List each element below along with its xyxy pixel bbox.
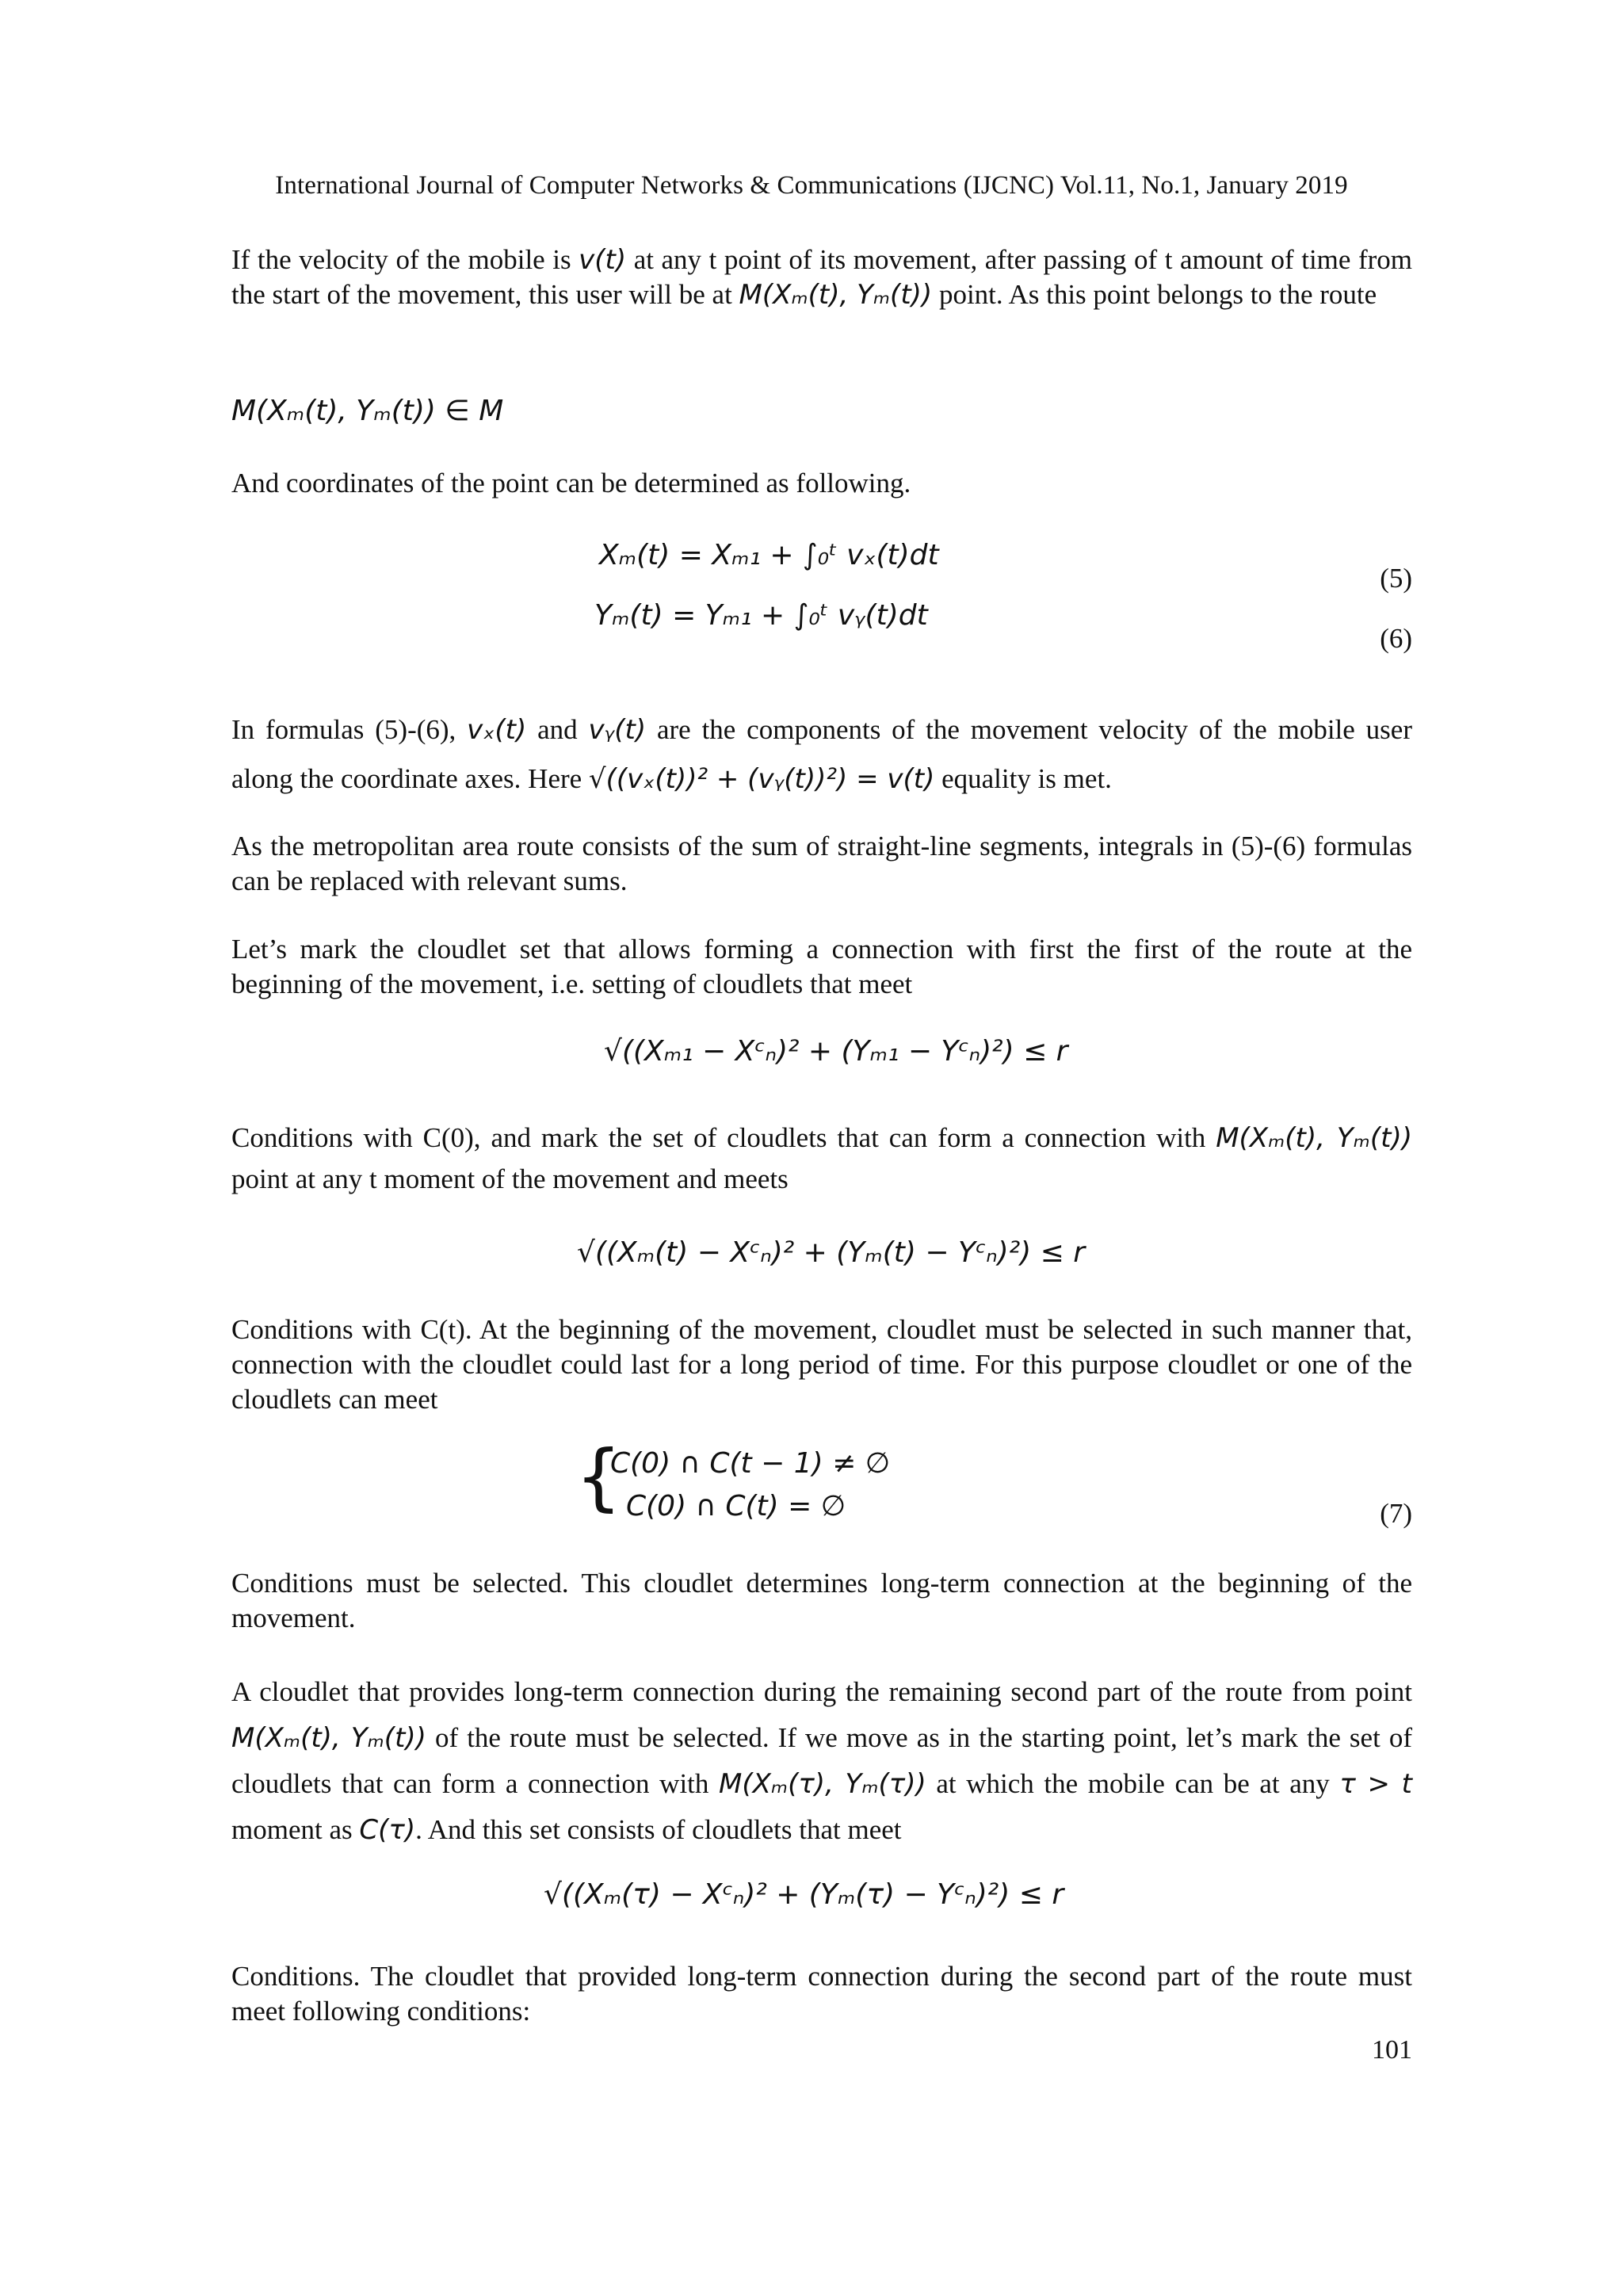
system-brace: {	[575, 1435, 622, 1519]
paragraph-selected: Conditions must be selected. This cloudlet determines long-term connection at the beginning of the movement.	[231, 1568, 1412, 1633]
paragraph-second-part	[231, 1669, 1412, 1853]
running-header: International Journal of Computer Networks & Communications (IJCNC) Vol.11, No.1, January 2019	[275, 171, 1348, 200]
point-m-t-2: M(Xₘ(t), Yₘ(t))	[1216, 1122, 1412, 1154]
p3-text-c: equality is met.	[934, 763, 1112, 794]
velocity-equality: √((vₓ(t))² + (vᵧ(t))²) = v(t)	[588, 763, 935, 795]
p6-text-a: Conditions with C(0), and mark the set of cloudlets that can form a connection with	[231, 1122, 1216, 1153]
p9-text-c: at which the mobile can be at any	[926, 1768, 1340, 1799]
p1-text-a: If the velocity of the mobile is	[231, 244, 571, 275]
paragraph-cloudlet-set: Let’s mark the cloudlet set that allows forming a connection with first the first of the route at the beginning of the movement, i.e. setting of cloudlets that meet	[231, 934, 1412, 999]
paragraph-components	[231, 705, 1412, 804]
p3-text-b: are the components of the movement velocity of the mobile user along the coordinate axes. Here	[231, 714, 1412, 794]
vy-symbol: vᵧ(t)	[588, 714, 647, 746]
tau-greater-t: τ > t	[1339, 1768, 1412, 1800]
paragraph-route-segments: As the metropolitan area route consists of the sum of straight-line segments, integrals in (5)-(6) formulas can be replaced with relevant sums.	[231, 831, 1412, 896]
equation-membership: M(Xₘ(t), Yₘ(t)) ∈ M	[231, 395, 504, 427]
p9-text-e: . And this set consists of cloudlets that meet	[415, 1814, 902, 1845]
equation-7-line-2: C(0) ∩ C(t) = ∅	[626, 1490, 846, 1522]
paragraph-conditions: Conditions. The cloudlet that provided long-term connection during the second part of the route must meet following conditions:	[231, 1961, 1412, 2027]
point-m-t-3: M(Xₘ(t), Yₘ(t))	[231, 1722, 426, 1754]
point-m-t: M(Xₘ(t), Yₘ(t))	[739, 279, 933, 311]
paragraph-velocity	[231, 243, 1412, 312]
p3-and: and	[526, 714, 589, 745]
p3-text-a: In formulas (5)-(6),	[231, 714, 468, 745]
p6-text-b: point at any t moment of the movement and meets	[231, 1163, 789, 1194]
inequality-start: √((Xₘ₁ − Xᶜₙ)² + (Yₘ₁ − Yᶜₙ)²) ≤ r	[604, 1035, 1068, 1068]
point-m-tau: M(Xₘ(τ), Yₘ(τ))	[719, 1768, 926, 1800]
equation-5: Xₘ(t) = Xₘ₁ + ∫₀ᵗ vₓ(t)dt	[599, 539, 939, 571]
p9-text-a: A cloudlet that provides long-term connection during the remaining second part of the route from point	[231, 1676, 1412, 1707]
velocity-symbol: v(t)	[579, 244, 627, 276]
p9-text-d: moment as	[231, 1814, 360, 1845]
c-tau-symbol: C(τ)	[359, 1814, 416, 1846]
equation-6-number: (6)	[1380, 623, 1412, 654]
paragraph-coordinates: And coordinates of the point can be determined as following.	[231, 468, 911, 499]
paragraph-c0	[231, 1117, 1412, 1200]
p1-text-b: at any t point of its movement, after passing of t amount of time from the start of the movement, this user will be at	[231, 244, 1413, 310]
paragraph-ct: Conditions with C(t). At the beginning of the movement, cloudlet must be selected in such manner that, connection with the cloudlet could last for a long period of time. For this purpose cloudlet or one of the cloudlets can meet	[231, 1314, 1412, 1415]
vx-symbol: vₓ(t)	[467, 714, 527, 746]
equation-5-number: (5)	[1380, 563, 1412, 594]
inequality-t: √((Xₘ(t) − Xᶜₙ)² + (Yₘ(t) − Yᶜₙ)²) ≤ r	[577, 1236, 1086, 1269]
p9-text-b: of the route must be selected. If we move as in the starting point, let’s mark the set of cloudlets that can form a connection with	[231, 1722, 1412, 1799]
equation-7-number: (7)	[1380, 1498, 1412, 1529]
equation-6: Yₘ(t) = Yₘ₁ + ∫₀ᵗ vᵧ(t)dt	[594, 599, 928, 632]
inequality-tau: √((Xₘ(τ) − Xᶜₙ)² + (Yₘ(τ) − Yᶜₙ)²) ≤ r	[544, 1878, 1064, 1911]
p1-text-c: point. As this point belongs to the route	[932, 279, 1377, 310]
page-number: 101	[1372, 2035, 1412, 2065]
equation-7-line-1: C(0) ∩ C(t − 1) ≠ ∅	[610, 1447, 891, 1480]
